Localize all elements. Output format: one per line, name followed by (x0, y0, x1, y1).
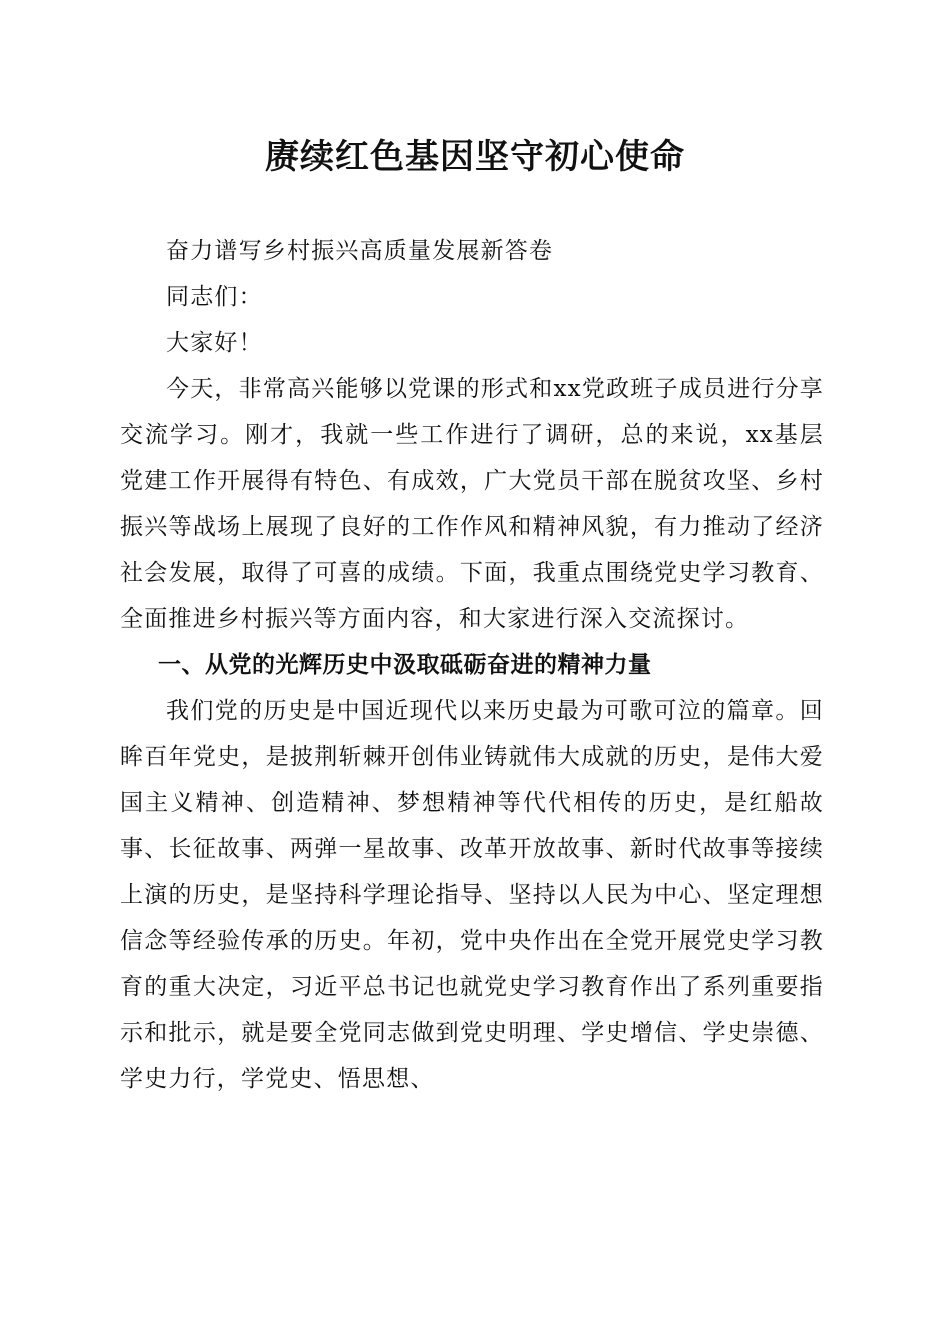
subtitle-paragraph: 奋力谱写乡村振兴高质量发展新答卷 (166, 238, 554, 264)
section-heading: 一、从党的光辉历史中汲取砥砺奋进的精神力量 (158, 652, 652, 678)
intro-paragraph: 今天，非常高兴能够以党课的形式和xx党政班子成员进行分享交流学习。刚才，我就一些工作进行了调研，总的来说，xx基层党建工作开展得有特色、有成效，广大党员干部在脱贫攻坚、乡村振兴等战场上展现了良好的工作作风和精神风貌，有力推动了经济社会发展，取得了可喜的成绩。下面，我重点围绕党史学习教育、全面推进乡村振兴等方面内容，和大家进行深入交流探讨。 (120, 376, 824, 632)
document-body (120, 228, 824, 1102)
greeting-paragraph: 大家好！ (166, 330, 263, 356)
salutation-paragraph: 同志们： (166, 284, 263, 310)
document-title: 赓续红色基因坚守初心使命 (265, 137, 685, 177)
section-paragraph: 我们党的历史是中国近现代以来历史最为可歌可泣的篇章。回眸百年党史，是披荆斩棘开创伟业铸就伟大成就的历史，是伟大爱国主义精神、创造精神、梦想精神等代代相传的历史，是红船故事、长征故事、两弹一星故事、改革开放故事、新时代故事等接续上演的历史，是坚持科学理论指导、坚持以人民为中心、坚定理想信念等经验传承的历史。年初，党中央作出在全党开展党史学习教育的重大决定，习近平总书记也就党史学习教育作出了系列重要指示和批示，就是要全党同志做到党史明理、学史增信、学史崇德、学史力行，学党史、悟思想、 (120, 698, 824, 1092)
